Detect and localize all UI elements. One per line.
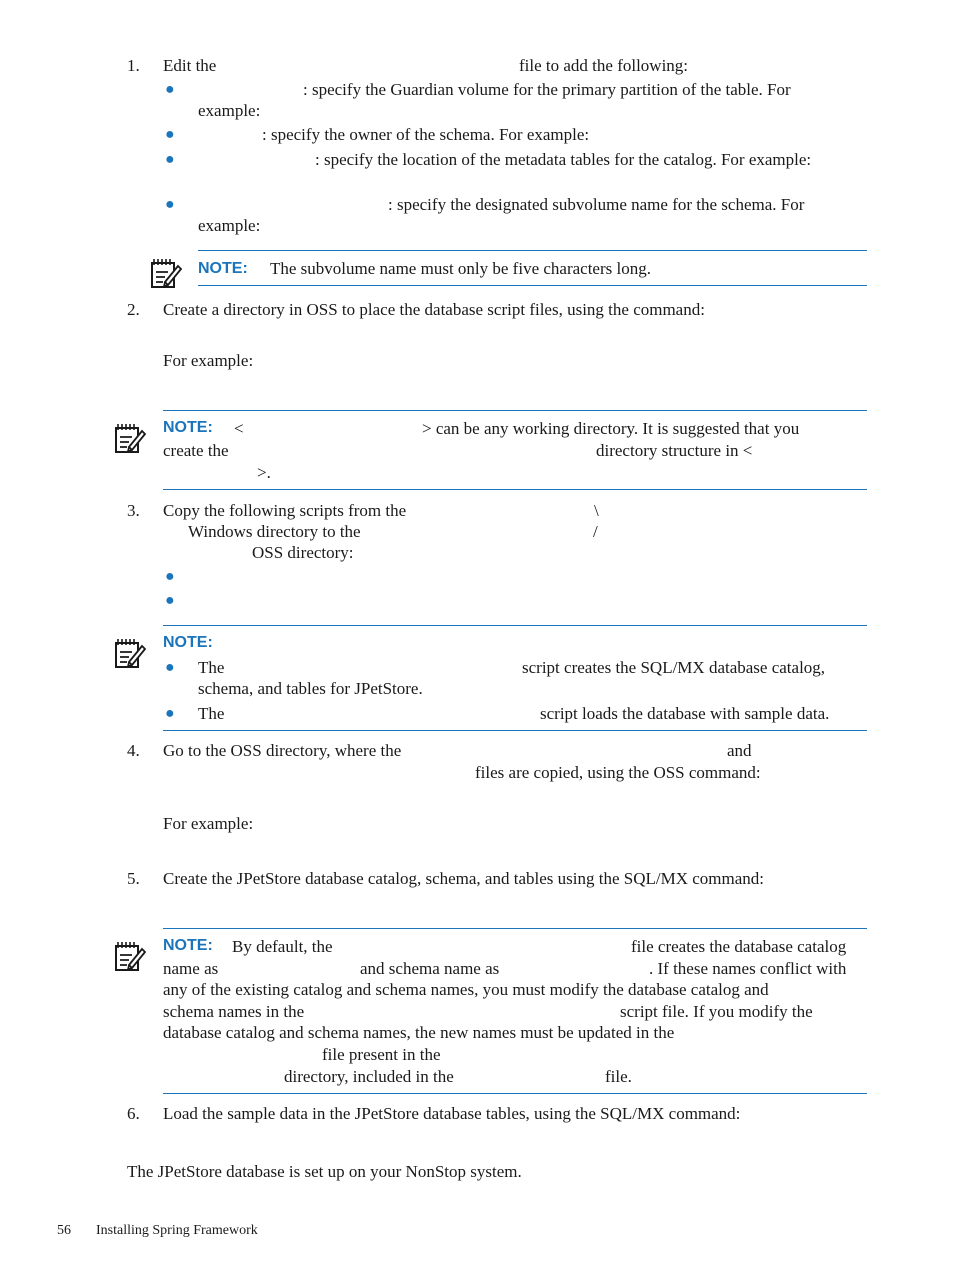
note-top-rule [163,410,867,411]
bullet-icon: ● [165,126,175,143]
list-item: : specify the designated subvolume name for the schema. For [388,195,805,214]
note-label: NOTE: [163,937,213,954]
step-text: Create a directory in OSS to place the database script files, using the command: [163,300,705,319]
note-label: NOTE: [163,419,213,436]
note-pencil-icon [113,636,147,670]
step-text: file to add the following: [519,56,689,75]
note-text: script loads the database with sample data. [540,704,830,723]
note-pencil-icon [149,256,183,290]
note-top-rule [198,250,867,251]
note-text: create the [163,441,229,460]
note-top-rule [163,928,867,929]
bullet-icon: ● [165,592,175,609]
note-text: directory, included in the [284,1067,454,1086]
note-text: script creates the SQL/MX database catalog, [522,658,826,677]
step-text: Edit the [163,56,217,75]
bullet-icon: ● [165,659,175,676]
step-text: files are copied, using the OSS command: [475,763,761,782]
note-text: and schema name as [360,959,500,978]
note-bottom-rule [163,1093,867,1094]
note-label: NOTE: [198,260,248,277]
step-number: 5. [127,869,140,888]
list-item: : specify the Guardian volume for the primary partition of the table. For [303,80,791,99]
note-text: directory structure in < [596,441,753,460]
note-text: database catalog and schema names, the new names must be updated in the [163,1023,675,1042]
step-text: / [593,522,598,541]
note-text: The [198,658,225,677]
note-pencil-icon [113,421,147,455]
note-bottom-rule [163,489,867,490]
note-text: file creates the database catalog [631,937,847,956]
note-text: < [234,419,244,438]
note-pencil-icon [113,939,147,973]
step-number: 3. [127,501,140,520]
list-item: example: [198,216,261,235]
note-text: schema, and tables for JPetStore. [198,679,423,698]
note-text: file. [605,1067,632,1086]
note-bottom-rule [198,285,867,286]
bullet-icon: ● [165,151,175,168]
note-text: name as [163,959,219,978]
note-top-rule [163,625,867,626]
step-text: Go to the OSS directory, where the [163,741,402,760]
note-text: By default, the [232,937,333,956]
bullet-icon: ● [165,568,175,585]
step-text: Copy the following scripts from the [163,501,407,520]
step-text: and [727,741,752,760]
list-item: : specify the owner of the schema. For example: [262,125,590,144]
note-text: any of the existing catalog and schema names, you must modify the database catalog and [163,980,769,999]
note-text: The subvolume name must only be five characters long. [270,259,651,278]
step-text: \ [594,501,599,520]
note-text: >. [257,463,271,482]
note-text: . If these names conflict with [649,959,847,978]
step-number: 2. [127,300,140,319]
note-text: schema names in the [163,1002,305,1021]
note-label: NOTE: [163,634,213,651]
footer-section-title: Installing Spring Framework [96,1223,258,1238]
list-item: example: [198,101,261,120]
step-text: For example: [163,814,254,833]
bullet-icon: ● [165,196,175,213]
closing-paragraph: The JPetStore database is set up on your NonStop system. [127,1162,522,1181]
step-text: For example: [163,351,254,370]
step-text: Windows directory to the [188,522,361,541]
bullet-icon: ● [165,705,175,722]
note-text: > can be any working directory. It is suggested that you [422,419,800,438]
step-number: 1. [127,56,140,75]
step-text: OSS directory: [252,543,354,562]
bullet-icon: ● [165,81,175,98]
step-number: 4. [127,741,140,760]
note-text: The [198,704,225,723]
note-bottom-rule [163,730,867,731]
note-text: script file. If you modify the [620,1002,813,1021]
list-item: : specify the location of the metadata tables for the catalog. For example: [315,150,812,169]
step-number: 6. [127,1104,140,1123]
step-text: Load the sample data in the JPetStore database tables, using the SQL/MX command: [163,1104,741,1123]
step-text: Create the JPetStore database catalog, schema, and tables using the SQL/MX command: [163,869,764,888]
page-number: 56 [57,1223,71,1238]
note-text: file present in the [322,1045,441,1064]
